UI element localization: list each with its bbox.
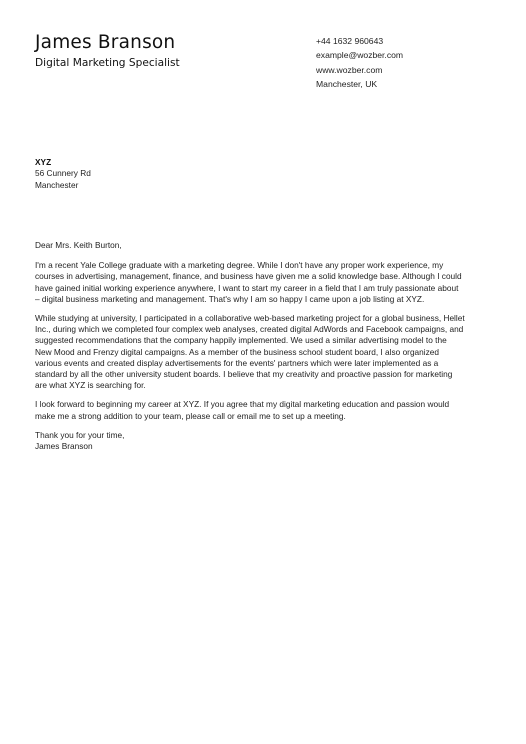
letter-paragraph-2: While studying at university, I participated in a collaborative web-based marketing project for a global business, Hellet Inc., during which we completed four complex web analyses, created digital AdWords and Facebook campaigns, and suggested recommendations that the company happily implemented. We used a similar advertising model to the New Mood and Frenzy digital campaigns. As a member of the business school student board, I also organized various events and created display advertisements for the events' partners which were later implemented as a standard by all the other university student boards. I believe that my creativity and proactive passion for marketing are what XYZ is searching for. bbox=[35, 313, 465, 391]
recipient-company: XYZ bbox=[35, 157, 52, 167]
letter-signature: James Branson bbox=[35, 441, 93, 452]
contact-location: Manchester, UK bbox=[316, 78, 378, 89]
letter-body bbox=[35, 240, 465, 452]
applicant-job-title: Digital Marketing Specialist bbox=[35, 57, 180, 69]
contact-email: example@wozber.com bbox=[316, 50, 404, 61]
contact-info bbox=[316, 34, 516, 91]
recipient-city: Manchester bbox=[35, 179, 79, 190]
letter-salutation: Dear Mrs. Keith Burton, bbox=[35, 240, 122, 250]
letter-closing: Thank you for your time, bbox=[35, 429, 125, 440]
recipient-address bbox=[35, 157, 335, 191]
contact-phone: +44 1632 960643 bbox=[316, 36, 384, 46]
recipient-street: 56 Cunnery Rd bbox=[35, 168, 91, 179]
letter-paragraph-3: I look forward to beginning my career at XYZ. If you agree that my digital marketing education and passion would make me a strong addition to your team, please call or email me to set up a meeting. bbox=[35, 399, 450, 421]
letter-paragraph-1: I'm a recent Yale College graduate with a marketing degree. While I don't have any proper work experience, my courses in advertising, management, finance, and business have given me a solid knowledge base. Although I could have gained initial working experience anywhere, I want to start my career in a field that I am truly passionate about – digital business marketing and management. That's why I am so happy I came upon a job listing at XYZ. bbox=[35, 260, 462, 304]
applicant-name: James Branson bbox=[35, 32, 176, 53]
contact-website: www.wozber.com bbox=[316, 64, 383, 75]
